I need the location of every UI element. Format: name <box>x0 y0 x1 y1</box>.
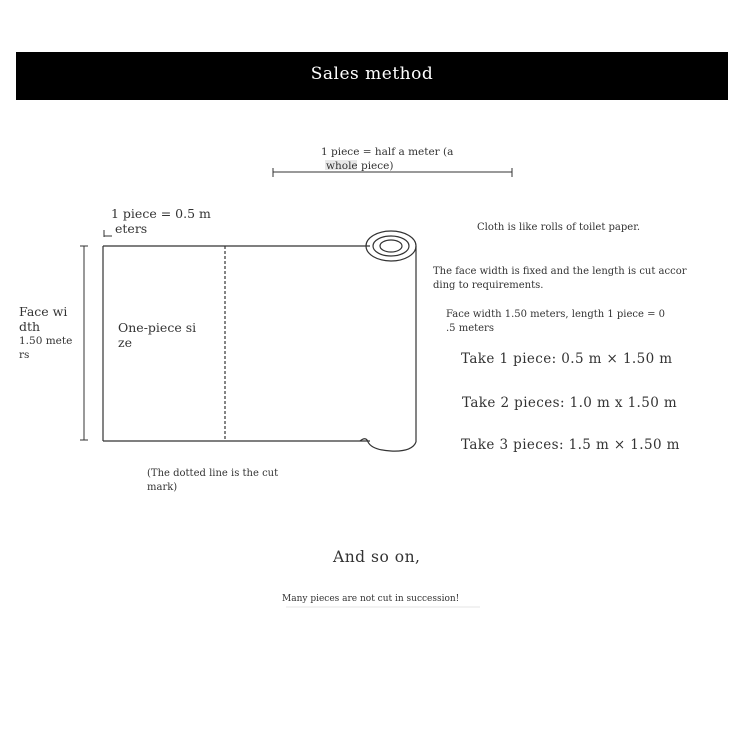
cloth-roll-note: Cloth is like rolls of toilet paper. <box>477 222 641 233</box>
and-so-on-text: And so on, <box>333 548 421 566</box>
cloth-roll <box>360 231 416 451</box>
warning-text: Many pieces are not cut in succession! <box>282 594 460 604</box>
example-2-pieces: Take 2 pieces: 1.0 m x 1.50 m <box>462 395 678 411</box>
face-width-label: Face wi dth 1.50 mete rs <box>19 304 73 361</box>
one-piece-size-label: One-piece si ze <box>118 320 197 350</box>
header-note: 1 piece = half a meter (a whole piece) <box>321 146 454 172</box>
example-1-piece: Take 1 piece: 0.5 m × 1.50 m <box>461 351 673 367</box>
piece-size-label: 1 piece = 0.5 m eters <box>111 206 211 236</box>
dotted-line-note: (The dotted line is the cut mark) <box>147 468 279 493</box>
spec-note: Face width 1.50 meters, length 1 piece = 0 .5 meters <box>446 309 666 334</box>
banner-title: Sales method <box>310 64 434 84</box>
fixed-width-note: The face width is fixed and the length is cut accor ding to requirements. <box>433 266 687 291</box>
example-3-pieces: Take 3 pieces: 1.5 m × 1.50 m <box>461 437 680 453</box>
